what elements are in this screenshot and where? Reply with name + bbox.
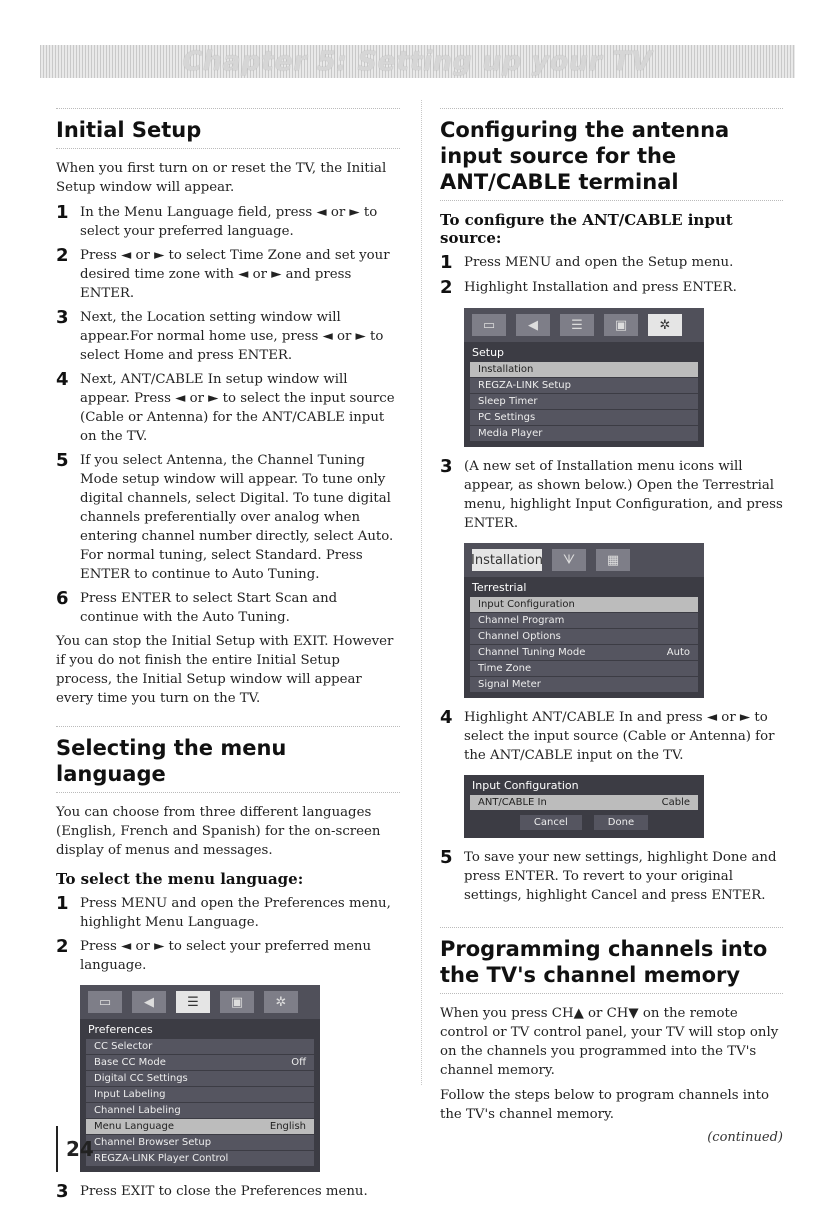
initial-step-6: 6 Press ENTER to select Start Scan and continue with the Auto Tuning. [56,589,400,627]
menu-item-highlighted: Input Configuration [470,597,698,612]
left-column [56,108,400,1207]
menu-item-highlighted: Installation [470,362,698,377]
antenna-step-2: 2 Highlight Installation and press ENTER. [440,277,737,298]
chapter-title: Chapter 5: Setting up your TV [182,46,653,77]
initial-step-3: 3 Next, the Location setting window will appear.For normal home use, press ◄ or ► to select Home and press ENTER. [56,308,400,365]
installation-tab: Installation [472,549,542,571]
cancel-button: Cancel [520,815,582,830]
menu-icon-row [464,543,704,577]
lock-icon: ▣ [220,991,254,1013]
preferences-icon: ☰ [176,991,210,1013]
initial-step-text: If you select Antenna, the Channel Tuning Mode setup window will appear. To tune only digital channels, select Digital. To tune digital channels preferentially over analog when entering channel number directly, select Auto. For normal tuning, select Standard. Press ENTER to continue to Auto Tuning. [80,453,394,582]
antenna-step-text: (A new set of Installation menu icons will appear, as shown below.) Open the Terrestrial menu, highlight Input Configuration, and press ENTER. [464,459,783,531]
language-step-text: Press MENU and open the Preferences menu, highlight Menu Language. [80,896,391,930]
menu-item: Channel Options [470,629,698,644]
setup-menu-title: Setup [472,346,505,359]
grid-icon: ▦ [596,549,630,571]
initial-step-text: Press ENTER to select Start Scan and continue with the Auto Tuning. [80,591,338,625]
antenna-heading: Configuring the antenna input source for the ANT/CABLE terminal [440,108,783,201]
menu-item: Sleep Timer [470,394,698,409]
menu-item: Media Player [470,426,698,441]
initial-step-text: Next, ANT/CABLE In setup window will appear. Press ◄ or ► to select the input source (Cable or Antenna) for the ANT/CABLE input on the TV. [80,372,395,444]
menu-item: Time Zone [470,661,698,676]
gear-icon: ✲ [264,991,298,1013]
speaker-icon: ◀ [516,314,550,336]
antenna-step-4: 4 Highlight ANT/CABLE In and press ◄ or ► to select the input source (Cable or Antenna) for the ANT/CABLE input on the TV. [440,708,783,765]
menu-item: Channel Labeling [86,1103,314,1118]
antenna-subheading: To configure the ANT/CABLE input source: [440,211,733,247]
menu-language-value: English [269,1121,306,1132]
language-step-1: 1 Press MENU and open the Preferences menu, highlight Menu Language. [56,894,400,932]
setup-menu-screenshot [464,308,704,447]
preferences-icon: ☰ [560,314,594,336]
ant-cable-value: Cable [661,797,690,808]
tuning-mode-value: Auto [666,647,690,658]
continued-note: (continued) [707,1130,783,1145]
menu-language-heading: Selecting the menu language [56,726,400,793]
menu-item: Channel Browser Setup [86,1135,314,1150]
terrestrial-menu-title: Terrestrial [472,581,527,594]
antenna-step-text: Press MENU and open the Setup menu. [464,255,734,270]
preferences-menu-screenshot [80,985,320,1172]
initial-setup-intro: When you first turn on or reset the TV, the Initial Setup window will appear. [56,161,387,195]
gear-icon: ✲ [648,314,682,336]
initial-step-2: 2 Press ◄ or ► to select Time Zone and set your desired time zone with ◄ or ► and press ENTER. [56,246,400,303]
menu-item: PC Settings [470,410,698,425]
menu-item: Channel Tuning Mode Auto [470,645,698,660]
programming-paragraph-2: Follow the steps below to program channels into the TV's channel memory. [440,1088,769,1122]
chapter-banner [40,45,795,78]
programming-heading: Programming channels into the TV's channel memory [440,927,783,994]
language-step-3: 3 Press EXIT to close the Preferences menu. [56,1181,368,1202]
menu-item: Signal Meter [470,677,698,692]
lock-icon: ▣ [604,314,638,336]
speaker-icon: ◀ [132,991,166,1013]
menu-item: Digital CC Settings [86,1071,314,1086]
input-config-title: Input Configuration [472,779,579,792]
antenna-step-text: To save your new settings, highlight Done and press ENTER. To revert to your original settings, highlight Cancel and press ENTER. [464,850,777,903]
right-column [440,108,783,1145]
menu-icon-row [464,308,704,342]
menu-item: CC Selector [86,1039,314,1054]
initial-step-1: 1 In the Menu Language field, press ◄ or ► to select your preferred language. [56,203,400,241]
menu-item-highlighted: Menu Language English [86,1119,314,1134]
language-step-text: Press EXIT to close the Preferences menu. [80,1184,368,1199]
initial-step-text: In the Menu Language field, press ◄ or ► to select your preferred language. [80,205,378,239]
initial-step-5: 5 If you select Antenna, the Channel Tuning Mode setup window will appear. To tune only digital channels, select Digital. To tune digital channels preferentially over analog when entering channel number directly, select Auto. For normal tuning, select Standard. Press ENTER to continue to Auto Tuning. [56,451,400,584]
initial-setup-outro: You can stop the Initial Setup with EXIT. However if you do not finish the entire Initial Setup process, the Initial Setup window will appear every time you turn on the TV. [56,634,394,706]
menu-language-subheading: To select the menu language: [56,870,304,888]
installation-menu-screenshot [464,543,704,698]
column-divider [421,100,422,1085]
tv-icon: ▭ [88,991,122,1013]
initial-step-4: 4 Next, ANT/CABLE In setup window will appear. Press ◄ or ► to select the input source (Cable or Antenna) for the ANT/CABLE input on the TV. [56,370,400,446]
tv-icon: ▭ [472,314,506,336]
page-number: 24 [56,1126,94,1172]
menu-item: REGZA-LINK Setup [470,378,698,393]
initial-step-text: Press ◄ or ► to select Time Zone and set your desired time zone with ◄ or ► and press ENTER. [80,248,390,301]
antenna-step-text: Highlight Installation and press ENTER. [464,280,737,295]
antenna-icon: ᗐ [552,549,586,571]
menu-item: REGZA-LINK Player Control [86,1151,314,1166]
antenna-step-5: 5 To save your new settings, highlight Done and press ENTER. To revert to your original settings, highlight Cancel and press ENTER. [440,848,783,905]
input-configuration-screenshot [464,775,704,838]
ant-cable-row: ANT/CABLE In Cable [470,795,698,810]
programming-paragraph-1: When you press CH▲ or CH▼ on the remote control or TV control panel, your TV will stop only on the channels you programmed into the TV's channel memory. [440,1006,779,1078]
antenna-step-3: 3 (A new set of Installation menu icons will appear, as shown below.) Open the Terrestrial menu, highlight Input Configuration, and press ENTER. [440,456,783,531]
antenna-step-1: 1 Press MENU and open the Setup menu. [440,252,734,273]
base-cc-value: Off [291,1057,306,1068]
menu-language-intro: You can choose from three different languages (English, French and Spanish) for the on-screen display of menus and messages. [56,805,381,858]
menu-icon-row [80,985,320,1019]
language-step-text: Press ◄ or ► to select your preferred menu language. [80,939,372,973]
menu-item: Input Labeling [86,1087,314,1102]
done-button: Done [594,815,648,830]
initial-step-text: Next, the Location setting window will appear.For normal home use, press ◄ or ► to select Home and press ENTER. [80,310,384,363]
menu-item: Channel Program [470,613,698,628]
antenna-step-text: Highlight ANT/CABLE In and press ◄ or ► to select the input source (Cable or Antenna) for the ANT/CABLE input on the TV. [464,710,775,763]
menu-item: Base CC Mode Off [86,1055,314,1070]
language-step-2: 2 Press ◄ or ► to select your preferred menu language. [56,937,400,975]
preferences-menu-title: Preferences [88,1023,153,1036]
dialog-buttons [464,811,704,838]
initial-setup-heading: Initial Setup [56,108,400,149]
